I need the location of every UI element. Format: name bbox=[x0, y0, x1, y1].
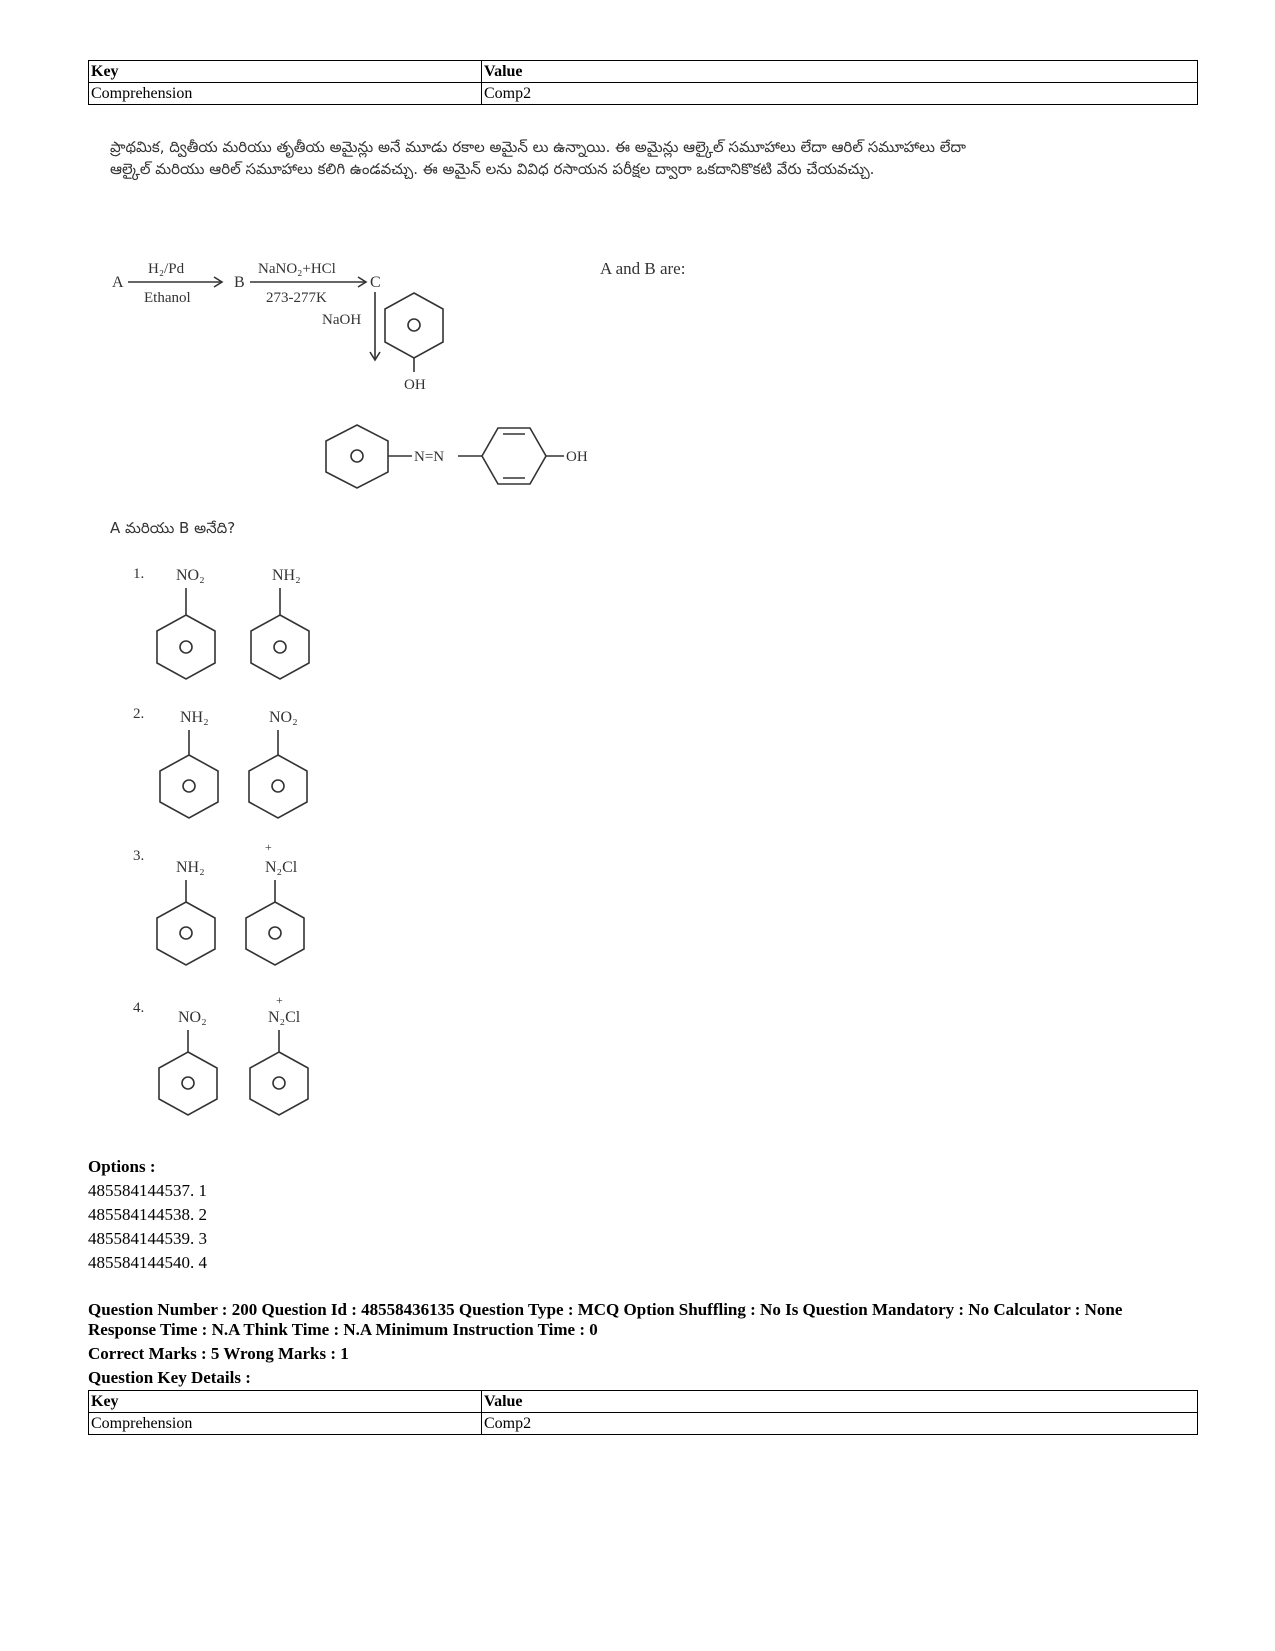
choice-4-right-ring-circle bbox=[273, 1077, 285, 1089]
options-label: Options : bbox=[88, 1157, 156, 1176]
table-header-row bbox=[89, 61, 1198, 83]
azo-oh-label: OH bbox=[566, 449, 588, 465]
reaction-arrow-1-head bbox=[214, 277, 222, 287]
option-item: 485584144540. 4 bbox=[88, 1253, 207, 1272]
comprehension-passage: ప్రాథమిక, ద్వితీయ మరియు తృతీయ అమైన్లు అనే మూడు రకాల అమైన్ లు ఉన్నాయి. ఈ అమైన్లు ఆల్కైల్ సమూహాలు లేదా ఆరిల్ సమూహాలు లేదా ఆల్కైల్ మరియు ఆరిల్ సమూహాలు కలిగి ఉండవచ్చు. ఈ అమైన్ లను వివిధ రసాయన పరీక్షల ద్వారా ఒకదానికొకటి వేరు చేయవచ్చు. bbox=[110, 138, 967, 178]
choice-3-right-group: N₂Cl bbox=[265, 859, 298, 876]
options-section bbox=[88, 1155, 207, 1275]
choice-4-plus-sign: + bbox=[276, 993, 283, 1007]
choice-number-4: 4. bbox=[133, 1000, 145, 1016]
phenol-ring-circle bbox=[408, 319, 420, 331]
reagent1-top: H₂/Pd bbox=[148, 261, 185, 277]
table-cell-key: Comprehension bbox=[89, 83, 482, 105]
question-key-table-top bbox=[88, 60, 1198, 105]
choice-2-right-group: NO₂ bbox=[269, 709, 298, 726]
reagent2-top: NaNO₂+HCl bbox=[258, 261, 336, 277]
choice-3-left-group: NH₂ bbox=[176, 859, 205, 876]
reagent2-bottom: 273-277K bbox=[266, 290, 327, 306]
question-text-english: A and B are: bbox=[600, 259, 686, 278]
question-key-details-label: Question Key Details : bbox=[88, 1368, 251, 1387]
question-metadata bbox=[88, 1300, 1122, 1340]
choice-4-right-ring bbox=[250, 1052, 308, 1115]
phenol-ring bbox=[385, 293, 443, 358]
question-key-table-bottom bbox=[88, 1390, 1198, 1435]
table-header-row bbox=[89, 1391, 1198, 1413]
choice-3-right-ring bbox=[246, 902, 304, 965]
phenol-oh-label: OH bbox=[404, 377, 426, 393]
option-item: 485584144538. 2 bbox=[88, 1205, 207, 1224]
choice-number-1: 1. bbox=[133, 566, 145, 582]
choice-1-right-group: NH₂ bbox=[272, 567, 301, 584]
option-item: 485584144537. 1 bbox=[88, 1181, 207, 1200]
table-row bbox=[89, 1413, 1198, 1435]
choice-4-left-ring-circle bbox=[182, 1077, 194, 1089]
question-meta-line-2: Response Time : N.A Think Time : N.A Minimum Instruction Time : 0 bbox=[88, 1320, 598, 1339]
choice-3-left-ring-circle bbox=[180, 927, 192, 939]
table-row bbox=[89, 83, 1198, 105]
table-cell-key: Comprehension bbox=[89, 1413, 482, 1435]
question-marks: Correct Marks : 5 Wrong Marks : 1 bbox=[88, 1344, 349, 1363]
choice-3-right-ring-circle bbox=[269, 927, 281, 939]
azo-ring-left bbox=[326, 425, 388, 488]
choice-1-left-ring bbox=[157, 615, 215, 679]
scheme-label-c: C bbox=[370, 274, 381, 291]
choice-4-left-ring bbox=[159, 1052, 217, 1115]
question-text-telugu: A మరియు B అనేది? bbox=[110, 519, 236, 537]
table-header-key: Key bbox=[89, 1391, 482, 1413]
choice-2-right-ring bbox=[249, 755, 307, 818]
azo-ring-right bbox=[482, 428, 546, 484]
question-meta-line-1: Question Number : 200 Question Id : 48558436135 Question Type : MCQ Option Shuffling : No Is Question Mandatory : No Calculator : None bbox=[88, 1300, 1123, 1319]
table-cell-value: Comp2 bbox=[482, 1413, 1198, 1435]
scheme-label-a: A bbox=[112, 274, 124, 291]
reaction-arrow-2-head bbox=[358, 277, 366, 287]
reaction-arrow-down-head bbox=[370, 352, 380, 360]
table-header-key: Key bbox=[89, 61, 482, 83]
choice-2-left-ring bbox=[160, 755, 218, 818]
scheme-label-b: B bbox=[234, 274, 245, 291]
choice-2-left-group: NH₂ bbox=[180, 709, 209, 726]
azo-ring-left-circle bbox=[351, 450, 363, 462]
choice-1-right-ring bbox=[251, 615, 309, 679]
choice-1-left-ring-circle bbox=[180, 641, 192, 653]
naoh-label: NaOH bbox=[322, 312, 362, 328]
choice-2-left-ring-circle bbox=[183, 780, 195, 792]
choice-2-right-ring-circle bbox=[272, 780, 284, 792]
table-header-value: Value bbox=[482, 1391, 1198, 1413]
choice-1-left-group: NO₂ bbox=[176, 567, 205, 584]
choice-3-left-ring bbox=[157, 902, 215, 965]
table-header-value: Value bbox=[482, 61, 1198, 83]
choice-4-left-group: NO₂ bbox=[178, 1009, 207, 1026]
reagent1-bottom: Ethanol bbox=[144, 290, 191, 306]
choice-3-plus-sign: + bbox=[265, 840, 272, 854]
choice-number-2: 2. bbox=[133, 706, 145, 722]
table-cell-value: Comp2 bbox=[482, 83, 1198, 105]
choice-number-3: 3. bbox=[133, 848, 145, 864]
choice-4-right-group: N₂Cl bbox=[268, 1009, 301, 1026]
azo-nn-label: N=N bbox=[414, 449, 445, 465]
option-item: 485584144539. 3 bbox=[88, 1229, 207, 1248]
choice-1-right-ring-circle bbox=[274, 641, 286, 653]
